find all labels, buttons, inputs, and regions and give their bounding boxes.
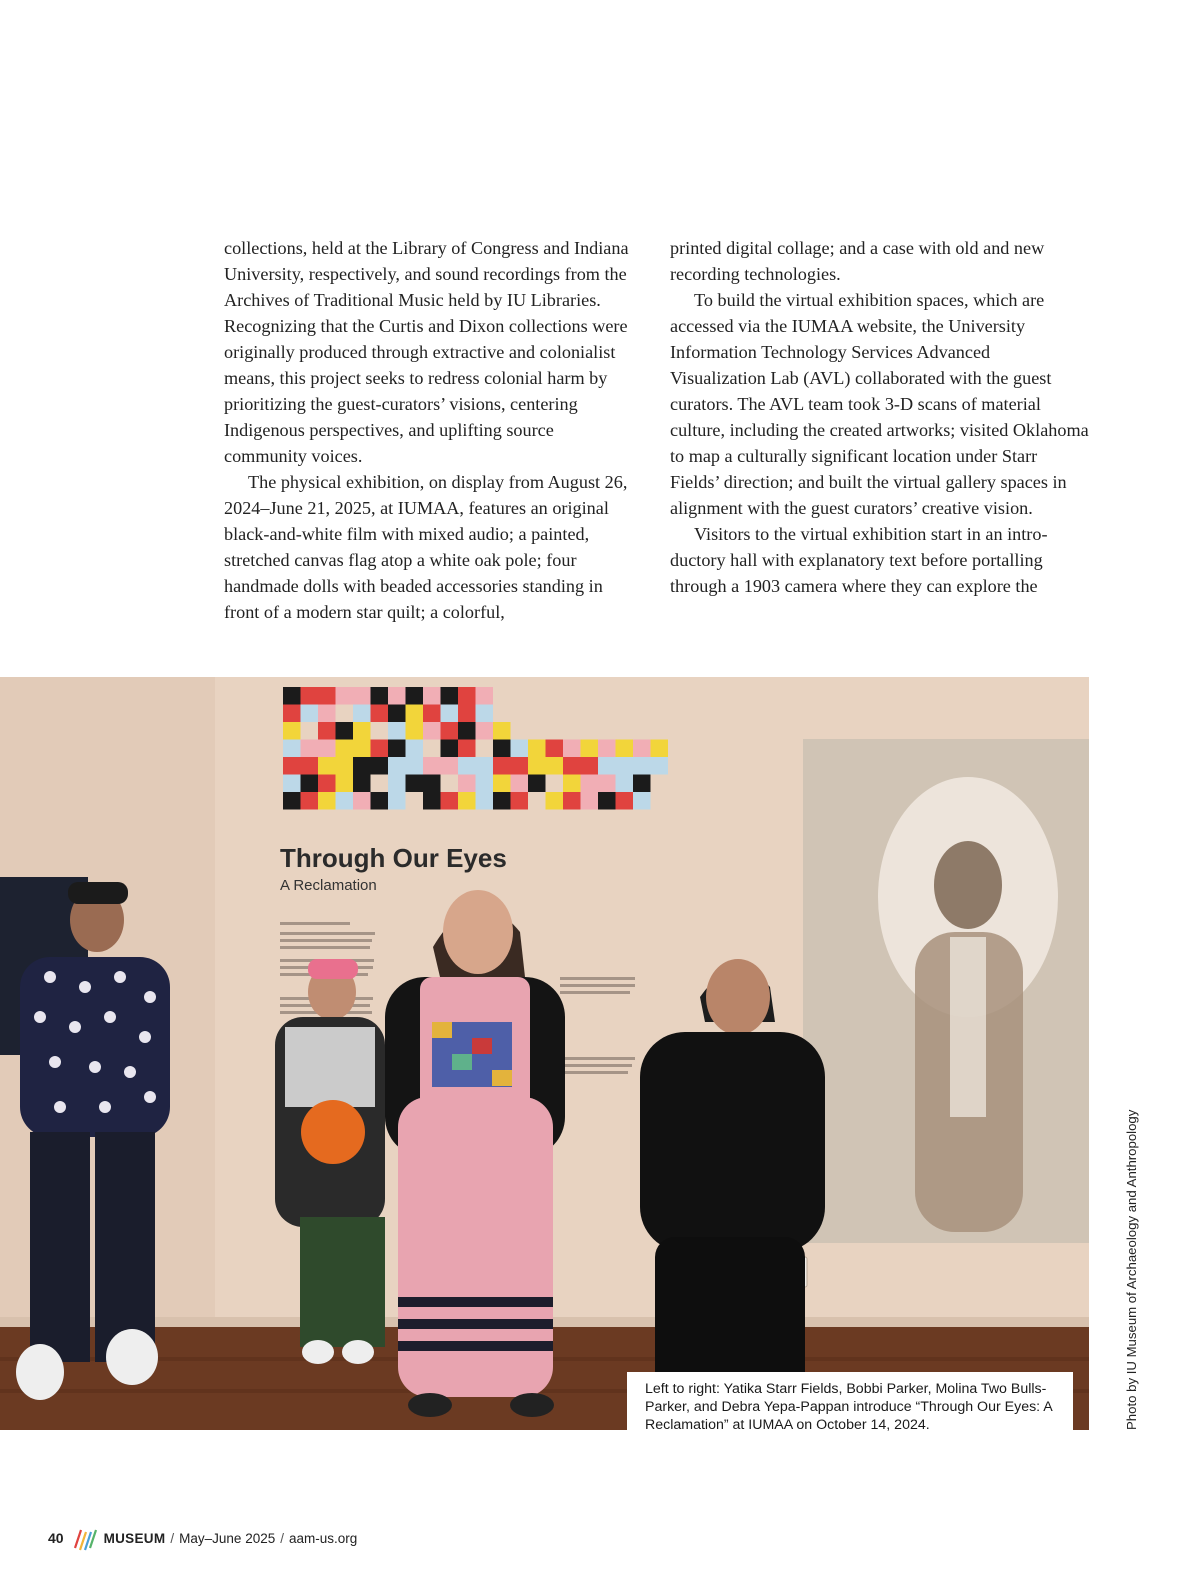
exhibition-photo	[0, 677, 1089, 1430]
mosaic-tile	[476, 740, 494, 758]
mosaic-tile	[301, 757, 319, 775]
mosaic-tile	[336, 705, 354, 723]
mosaic-tile	[283, 740, 301, 758]
mosaic-tile	[301, 792, 319, 810]
mosaic-tile	[406, 740, 424, 758]
mosaic-tile	[406, 722, 424, 740]
mosaic-tile	[493, 757, 511, 775]
mosaic-tile	[371, 687, 389, 705]
mosaic-tile	[598, 757, 616, 775]
mosaic-tile	[441, 687, 459, 705]
mosaic-tile	[546, 775, 564, 793]
mosaic-tile	[458, 687, 476, 705]
mosaic-tile	[371, 757, 389, 775]
mosaic-tile	[301, 722, 319, 740]
wall-title: Through Our Eyes	[280, 843, 507, 873]
photo-illustration	[0, 677, 1089, 1430]
mosaic-tile	[353, 775, 371, 793]
mosaic-tile	[598, 775, 616, 793]
paragraph: To build the virtual exhibition spaces, which are accessed via the IUMAA website, the University Information Technology Services Advanced Visualization Lab (AVL) collaborated with the guest curators. The AVL team took 3-D scans of material culture, including the created artworks; visited Oklahoma to map a culturally significant location under Starr Fields’ direction; and built the virtual gallery spaces in alignment with the guest curators’ creative vision.	[670, 290, 1089, 518]
mosaic-tile	[581, 740, 599, 758]
mosaic-tile	[301, 705, 319, 723]
mosaic-tile	[493, 722, 511, 740]
mosaic-tile	[318, 757, 336, 775]
mosaic-tile	[441, 792, 459, 810]
mosaic-tile	[581, 792, 599, 810]
mosaic-tile	[388, 687, 406, 705]
mosaic-tile	[406, 757, 424, 775]
mosaic-tile	[336, 775, 354, 793]
mosaic-tile	[441, 775, 459, 793]
mosaic-tile	[406, 687, 424, 705]
mosaic-tile	[528, 775, 546, 793]
mosaic-tile	[511, 757, 529, 775]
mosaic-tile	[318, 705, 336, 723]
mosaic-tile	[371, 705, 389, 723]
mosaic-tile	[441, 757, 459, 775]
wall-subtitle: A Reclamation	[280, 877, 377, 894]
mosaic-tile	[388, 792, 406, 810]
mosaic-tile	[283, 687, 301, 705]
mosaic-tile	[441, 722, 459, 740]
mosaic-tile	[476, 775, 494, 793]
mosaic-tile	[301, 775, 319, 793]
mosaic-tile	[406, 705, 424, 723]
mosaic-tile	[423, 775, 441, 793]
mosaic-tile	[371, 775, 389, 793]
footer-separator: /	[170, 1530, 175, 1546]
mosaic-tile	[458, 775, 476, 793]
mosaic-tile	[476, 757, 494, 775]
mosaic-tile	[581, 757, 599, 775]
mosaic-tile	[476, 687, 494, 705]
mosaic-tile	[441, 705, 459, 723]
mosaic-tile	[353, 722, 371, 740]
mosaic-tile	[458, 740, 476, 758]
mosaic-tile	[458, 722, 476, 740]
mosaic-tile	[493, 792, 511, 810]
mosaic-tile	[651, 792, 669, 810]
mosaic-tile	[633, 792, 651, 810]
mosaic-tile	[651, 775, 669, 793]
publication-name: MUSEUM	[103, 1530, 166, 1546]
mosaic-tile	[528, 792, 546, 810]
mosaic-tile	[633, 757, 651, 775]
mosaic-tile	[336, 740, 354, 758]
mosaic-tile	[388, 757, 406, 775]
mosaic-tile	[301, 687, 319, 705]
mosaic-tile	[616, 757, 634, 775]
website: aam-us.org	[289, 1530, 358, 1546]
mosaic-tile	[318, 740, 336, 758]
mosaic-tile	[336, 792, 354, 810]
mosaic-tile	[546, 757, 564, 775]
mosaic-tile	[318, 792, 336, 810]
mosaic-tile	[371, 792, 389, 810]
article-column-right	[670, 235, 1090, 599]
mosaic-tile	[336, 687, 354, 705]
footer-separator: /	[280, 1530, 284, 1546]
mosaic-tile	[511, 722, 529, 740]
mosaic-tile	[651, 740, 669, 758]
mosaic-tile	[336, 757, 354, 775]
mosaic-tile	[406, 792, 424, 810]
mosaic-tile	[423, 757, 441, 775]
mosaic-tile	[493, 740, 511, 758]
mosaic-tile	[511, 792, 529, 810]
mosaic-tile	[423, 792, 441, 810]
mosaic-tile	[581, 775, 599, 793]
mosaic-tile	[563, 757, 581, 775]
paragraph: Visitors to the virtual exhibition start in an introductory hall with explanatory text before portalling through a 1903 camera where they can explore the	[670, 524, 1048, 596]
mosaic-tile	[458, 757, 476, 775]
mosaic-tile	[598, 792, 616, 810]
page-number: 40	[48, 1530, 64, 1546]
mosaic-tile	[493, 775, 511, 793]
mosaic-tile	[353, 687, 371, 705]
mosaic-tile	[633, 775, 651, 793]
mosaic-tile	[318, 775, 336, 793]
mosaic-tile	[283, 757, 301, 775]
mosaic-tile	[563, 775, 581, 793]
mosaic-tile	[283, 792, 301, 810]
mosaic-tile	[336, 722, 354, 740]
mosaic-tile	[616, 775, 634, 793]
mosaic-tile	[546, 740, 564, 758]
mosaic-tile	[476, 705, 494, 723]
photo-credit-text: Photo by IU Museum of Archaeology and Anthropology	[1124, 1109, 1139, 1430]
mosaic-tile	[371, 740, 389, 758]
mosaic-tile	[633, 740, 651, 758]
museum-logo-icon	[72, 1524, 98, 1552]
mosaic-tile	[563, 792, 581, 810]
mosaic-tile	[388, 722, 406, 740]
mosaic-tile	[511, 740, 529, 758]
mosaic-tile	[458, 792, 476, 810]
mosaic-tile	[528, 757, 546, 775]
mosaic-tile	[476, 722, 494, 740]
issue-date: May–June 2025	[179, 1530, 276, 1546]
mosaic-tile	[353, 757, 371, 775]
mosaic-tile	[528, 740, 546, 758]
mosaic-tile	[353, 740, 371, 758]
paragraph: collections, held at the Library of Congress and Indiana University, respectively, and sound recordings from the Archives of Traditional Music held by IU Libraries. Recognizing that the Curtis and Dixon collections were originally produced through extractive and colonialist means, this project seeks to redress colonial harm by prioritizing the guest-curators’ visions, centering Indigenous perspectives, and uplifting source community voices.	[224, 238, 629, 466]
mosaic-tile	[406, 775, 424, 793]
mosaic-tile	[388, 705, 406, 723]
mosaic-tile	[458, 705, 476, 723]
mosaic-tile	[423, 705, 441, 723]
mosaic-tile	[283, 705, 301, 723]
mosaic-tile	[423, 722, 441, 740]
mosaic-tile	[511, 775, 529, 793]
paragraph: The physical exhibition, on display from August 26, 2024–June 21, 2025, at IUMAA, features an original black-and-white film with mixed audio; a painted, stretched canvas flag atop a white oak pole; four handmade dolls with beaded accessories standing in front of a modern star quilt; a colorful,	[224, 472, 628, 622]
photo-caption: Left to right: Yatika Starr Fields, Bobbi Parker, Molina Two Bulls-Parker, and Debra Yepa-Pappan introduce “Through Our Eyes: A Reclamation” at IUMAA on October 14, 2024.	[627, 1372, 1073, 1430]
mosaic-tile	[318, 687, 336, 705]
mosaic-tile	[616, 740, 634, 758]
mosaic-tile	[283, 775, 301, 793]
mosaic-tile	[353, 792, 371, 810]
mosaic-tile	[371, 722, 389, 740]
mosaic-tile	[563, 740, 581, 758]
mosaic-tile	[616, 792, 634, 810]
mosaic-tile	[476, 792, 494, 810]
mosaic-tile	[423, 740, 441, 758]
paragraph: printed digital collage; and a case with old and new recording technologies.	[670, 238, 1045, 284]
mosaic-tile	[388, 740, 406, 758]
mosaic-tile	[598, 740, 616, 758]
mosaic-tile	[301, 740, 319, 758]
page-footer	[48, 1524, 357, 1552]
mosaic-tile	[423, 687, 441, 705]
mosaic-tile	[318, 722, 336, 740]
mosaic-tile	[651, 757, 669, 775]
mosaic-tile	[546, 792, 564, 810]
mosaic-tile	[388, 775, 406, 793]
mosaic-tile	[283, 722, 301, 740]
article-column-left	[224, 235, 638, 625]
mosaic-tile	[441, 740, 459, 758]
mosaic-tile	[353, 705, 371, 723]
